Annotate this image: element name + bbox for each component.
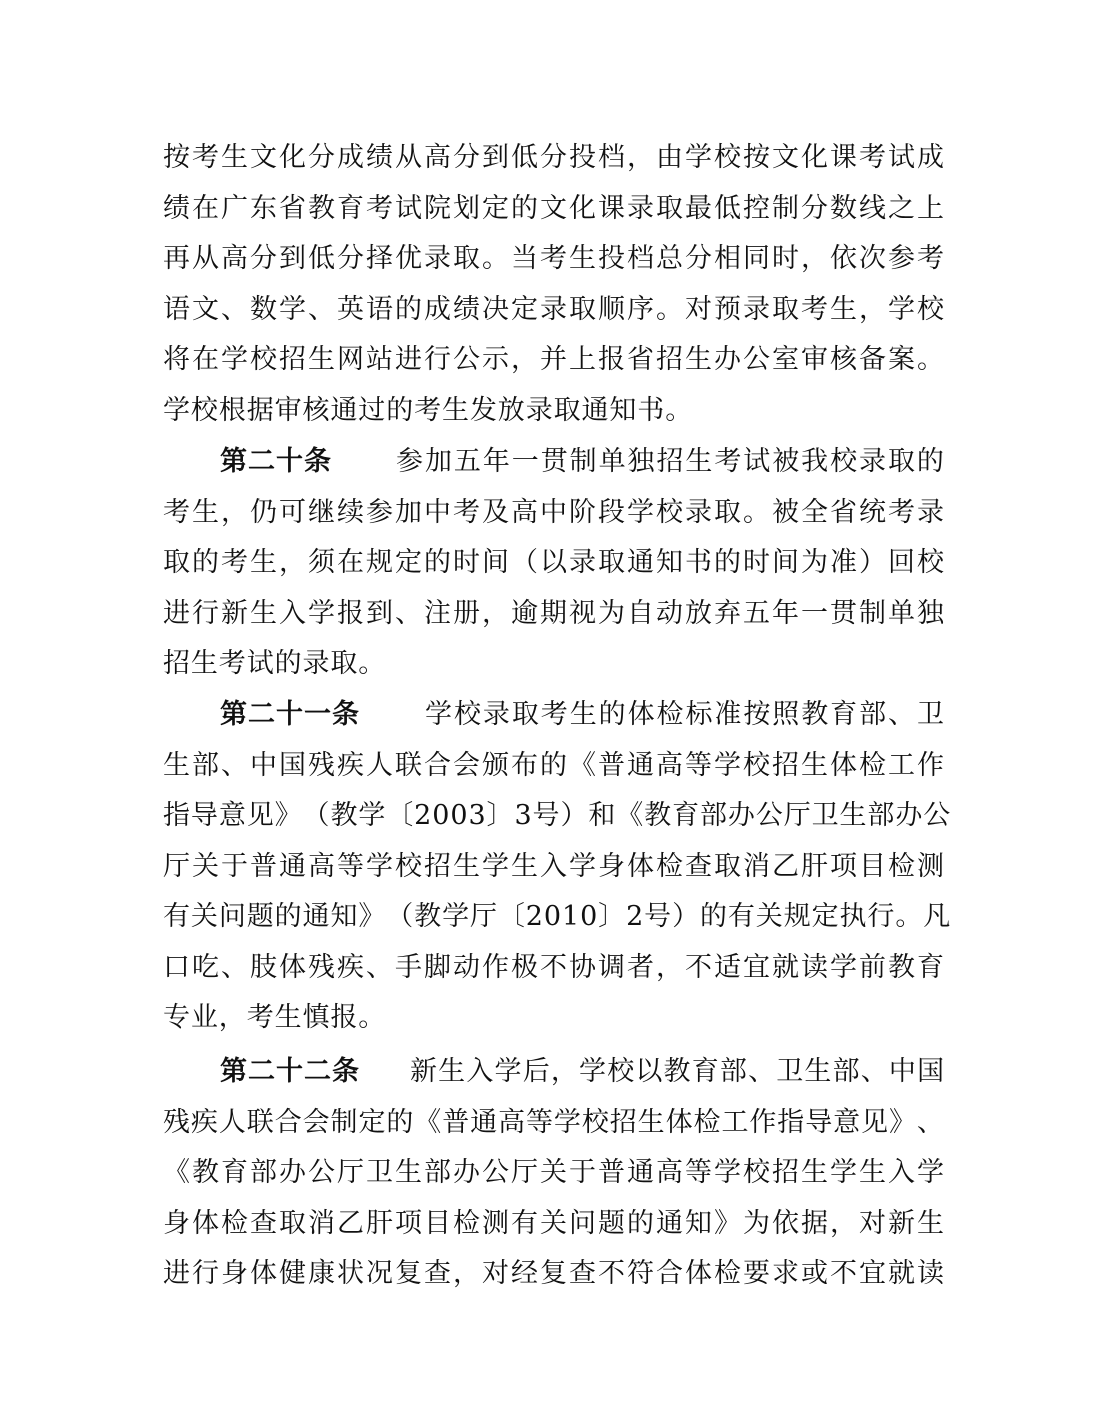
paragraph-line: 残 疾 人 联 合 会 制 定 的 《 普 通 高 等 学 校 招 生 体 检 工 作 指 导 意 见 》 、 [163, 1107, 945, 1138]
paragraph-line: 学校根据审核通过的考生发放录取通知书。 [163, 395, 694, 426]
paragraph-line: 绩 在 广 东 省 教 育 考 试 院 划 定 的 文 化 课 录 取 最 低 控 制 分 数 线 之 上 [163, 193, 945, 224]
paragraph-line: 生 部 、 中 国 残 疾 人 联 合 会 颁 布 的 《 普 通 高 等 学 校 招 生 体 检 工 作 [163, 750, 945, 781]
article-21-heading: 第二十一条 [220, 699, 360, 730]
article-20-first-line: 参 加 五 年 一 贯 制 单 独 招 生 考 试 被 我 校 录 取 的 [396, 446, 945, 477]
article-21-first-line: 学 校 录 取 考 生 的 体 检 标 准 按 照 教 育 部 、 卫 [425, 699, 945, 730]
paragraph-line: 指 导 意 见 》 （ 教 学 〔 2 0 0 3 〕 3 号 ） 和 《 教 育 部 办 公 厅 卫 生 部 办 公 [163, 800, 952, 831]
paragraph-line: 《 教 育 部 办 公 厅 卫 生 部 办 公 厅 关 于 普 通 高 等 学 校 招 生 学 生 入 学 [163, 1157, 945, 1188]
article-22-heading: 第二十二条 [220, 1056, 360, 1087]
article-20-heading: 第二十条 [220, 446, 332, 477]
paragraph-line: 按 考 生 文 化 分 成 绩 从 高 分 到 低 分 投 档 ， 由 学 校 按 文 化 课 考 试 成 [163, 142, 945, 173]
paragraph-line: 专业，考生慎报。 [163, 1002, 387, 1033]
paragraph-line: 有 关 问 题 的 通 知 》 （ 教 学 厅 〔 2 0 1 0 〕 2 号 ） 的 有 关 规 定 执 行 。 凡 [163, 901, 952, 932]
paragraph-line: 进 行 新 生 入 学 报 到 、 注 册 ， 逾 期 视 为 自 动 放 弃 五 年 一 贯 制 单 独 [163, 598, 945, 629]
paragraph-line: 进 行 身 体 健 康 状 况 复 查 ， 对 经 复 查 不 符 合 体 检 要 求 或 不 宜 就 读 [163, 1258, 945, 1289]
paragraph-line: 厅 关 于 普 通 高 等 学 校 招 生 学 生 入 学 身 体 检 查 取 消 乙 肝 项 目 检 测 [163, 851, 945, 882]
paragraph-line: 招生考试的录取。 [163, 648, 387, 679]
paragraph-line: 语 文 、 数 学 、 英 语 的 成 绩 决 定 录 取 顺 序 。 对 预 录 取 考 生 ， 学 校 [163, 294, 945, 325]
paragraph-line: 身 体 检 查 取 消 乙 肝 项 目 检 测 有 关 问 题 的 通 知 》 为 依 据 ， 对 新 生 [163, 1208, 945, 1239]
paragraph-line: 再 从 高 分 到 低 分 择 优 录 取 。 当 考 生 投 档 总 分 相 同 时 ， 依 次 参 考 [163, 243, 945, 274]
paragraph-line: 取 的 考 生 ， 须 在 规 定 的 时 间 （ 以 录 取 通 知 书 的 时 间 为 准 ） 回 校 [163, 547, 945, 578]
article-22-first-line: 新 生 入 学 后 ， 学 校 以 教 育 部 、 卫 生 部 、 中 国 [410, 1056, 945, 1087]
paragraph-line: 考 生 ， 仍 可 继 续 参 加 中 考 及 高 中 阶 段 学 校 录 取 。 被 全 省 统 考 录 [163, 497, 945, 528]
paragraph-line: 将 在 学 校 招 生 网 站 进 行 公 示 ， 并 上 报 省 招 生 办 公 室 审 核 备 案 。 [163, 344, 945, 375]
paragraph-line: 口 吃 、 肢 体 残 疾 、 手 脚 动 作 极 不 协 调 者 ， 不 适 宜 就 读 学 前 教 育 [163, 952, 945, 983]
